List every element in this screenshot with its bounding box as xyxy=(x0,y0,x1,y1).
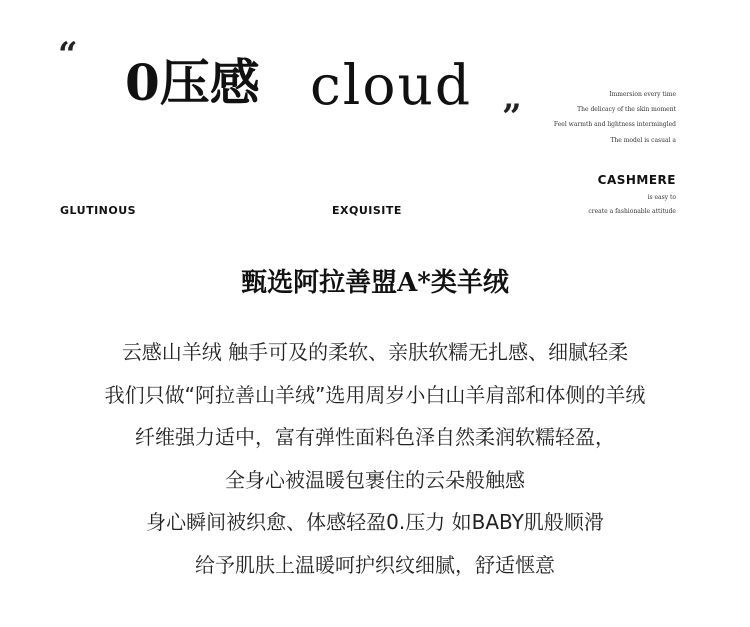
side-text-line-1: Immersion every time xyxy=(609,91,676,98)
exquisite-label: EXQUISITE xyxy=(332,204,402,217)
body-text xyxy=(0,338,750,594)
body-line: 全身心被温暖包裹住的云朵般触感 xyxy=(225,467,525,492)
side-text-line-3: Feel warmth and lightness intermingled xyxy=(553,121,676,128)
side-text-line-6: create a fashionable attitude xyxy=(588,208,676,215)
body-line: 我们只做“阿拉善山羊绒”选用周岁小白山羊肩部和体侧的羊绒 xyxy=(104,382,646,407)
section-title: 甄选阿拉善盟A*类羊绒 xyxy=(241,268,509,298)
body-line: 身心瞬间被织愈、体感轻盈0.压力 如BABY肌般顺滑 xyxy=(146,510,604,535)
hero-title-chinese: 0压感 xyxy=(125,53,260,112)
side-text-line-5: is easy to xyxy=(647,194,676,201)
close-quote-mark: ” xyxy=(502,97,522,137)
glutinous-label: GLUTINOUS xyxy=(60,204,137,217)
body-line: 云感山羊绒 触手可及的柔软、亲肤软糯无扎感、细腻轻柔 xyxy=(121,340,629,364)
side-text-line-2: The delicacy of the skin moment xyxy=(577,106,676,113)
open-quote-mark: “ xyxy=(58,35,78,75)
body-line: 纤维强力适中，富有弹性面料色泽自然柔润软糯轻盈， xyxy=(135,425,615,450)
cashmere-label: CASHMERE xyxy=(597,173,676,187)
body-line: 给予肌肤上温暖呵护织纹细腻，舒适惬意 xyxy=(195,552,555,577)
hero-title-english: cloud xyxy=(310,53,473,117)
side-text-line-4: The model is casual a xyxy=(610,137,676,144)
